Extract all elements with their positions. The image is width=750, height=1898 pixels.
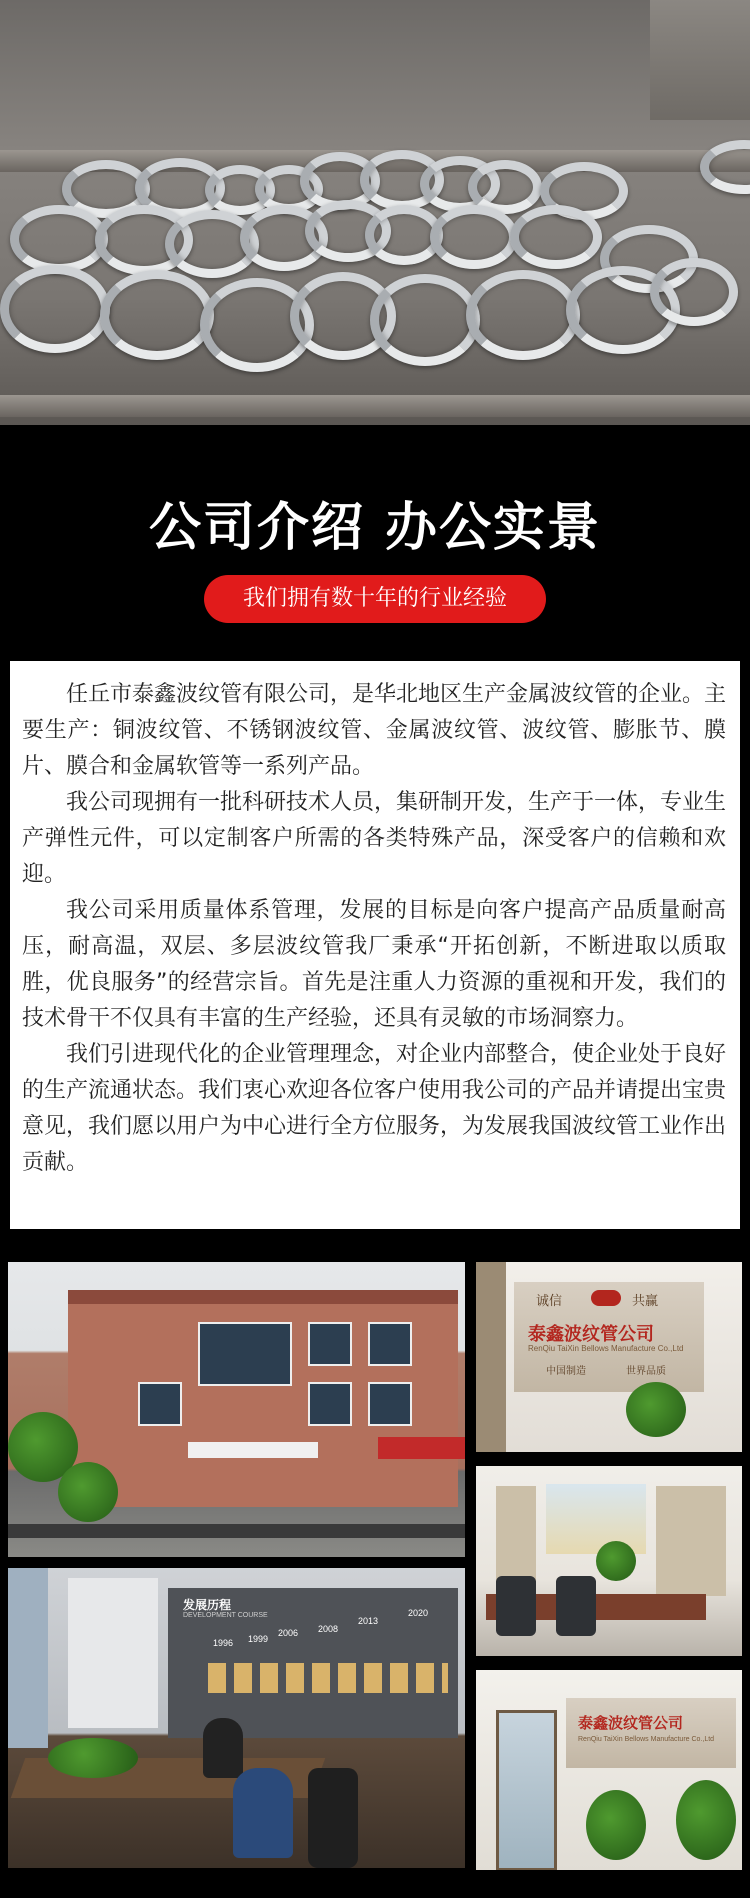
- lobby-company-name-en: RenQiu TaiXin Bellows Manufacture Co.,Ltd: [528, 1344, 684, 1353]
- intro-paragraph: 我公司现拥有一批科研技术人员，集研制开发，生产于一体，专业生产弹性元件，可以定制客户所需的各类特殊产品，深受客户的信赖和欢迎。: [22, 790, 727, 887]
- timeline-photos: [208, 1663, 448, 1693]
- bellows-ring: [370, 274, 480, 366]
- company-intro-panel: [10, 661, 740, 1229]
- tagline-left: 中国制造: [546, 1366, 586, 1377]
- table-plant: [48, 1738, 138, 1778]
- person: [233, 1768, 293, 1858]
- timeline-year: 2020: [408, 1608, 429, 1618]
- building-window: [308, 1322, 352, 1366]
- building-window: [198, 1322, 292, 1386]
- timeline-title: 发展历程: [183, 1598, 232, 1612]
- potted-plant: [676, 1780, 736, 1860]
- building-window: [308, 1382, 352, 1426]
- timeline-subtitle: DEVELOPMENT COURSE: [183, 1612, 268, 1619]
- office-chair: [556, 1576, 596, 1636]
- slogan-right: 共赢: [632, 1294, 659, 1309]
- lobby-logo-wall-photo: [476, 1262, 742, 1452]
- building-window: [368, 1322, 412, 1366]
- bellows-ring: [0, 265, 110, 353]
- bellows-ring: [10, 205, 108, 273]
- window: [8, 1568, 48, 1748]
- intro-paragraph: 我公司采用质量体系管理，发展的目标是向客户提高产品质量耐高压，耐高温，双层、多层波纹管我厂秉承“开拓创新，不断进取以质取胜，优良服务”的经营宗旨。首先是注重人力资源的重视和开发，我们的技术骨干不仅具有丰富的生产经验，还具有灵敏的市场洞察力。: [22, 898, 726, 1031]
- bellows-ring: [430, 205, 518, 269]
- bellows-ring: [466, 270, 580, 360]
- glass-door: [496, 1710, 557, 1870]
- shelf-edge: [0, 395, 750, 417]
- bellows-ring: [650, 258, 738, 326]
- bellows-ring: [510, 205, 602, 269]
- building-roof: [68, 1290, 458, 1304]
- timeline-year: 2006: [278, 1628, 299, 1638]
- wood-door: [476, 1262, 506, 1452]
- timeline-year: 1999: [248, 1634, 269, 1644]
- experience-badge: 我们拥有数十年的行业经验: [204, 575, 546, 623]
- reception-photo: [476, 1670, 742, 1870]
- office-chair: [308, 1768, 358, 1868]
- building-window: [138, 1382, 182, 1426]
- lobby-company-name: 泰鑫波纹管公司: [528, 1324, 654, 1345]
- wall-painting: [546, 1484, 646, 1554]
- timeline-year: 1996: [213, 1638, 234, 1648]
- office-chair: [496, 1576, 536, 1636]
- product-photo-bellows-rings: [0, 0, 750, 425]
- reception-company-name-en: RenQiu TaiXin Bellows Manufacture Co.,Ltd: [578, 1736, 715, 1743]
- wall-display: [68, 1578, 158, 1728]
- person: [203, 1718, 243, 1778]
- reception-logo-wall: [566, 1698, 736, 1768]
- slogan-left: 诚信: [536, 1294, 563, 1309]
- potted-plant: [586, 1790, 646, 1860]
- balcony-railing: [188, 1442, 318, 1458]
- tree: [58, 1462, 118, 1522]
- office-photo: [476, 1466, 742, 1656]
- company-logo-icon: [591, 1290, 621, 1306]
- tagline-right: 世界品质: [626, 1366, 666, 1377]
- potted-plant: [596, 1541, 636, 1581]
- meeting-room-photo: [8, 1568, 465, 1868]
- fence: [8, 1524, 465, 1538]
- bellows-ring: [100, 270, 214, 360]
- intro-paragraph: 任丘市泰鑫波纹管有限公司，是华北地区生产金属波纹管的企业。主要生产：铜波纹管、不锈钢波纹管、金属波纹管、波纹管、膨胀节、膜片、膜合和金属软管等一系列产品。: [22, 682, 727, 779]
- intro-paragraph: 我们引进现代化的企业管理理念，对企业内部整合，使企业处于良好的生产流通状态。我们衷心欢迎各位客户使用我公司的产品并请提出宝贵意见，我们愿以用户为中心进行全方位服务，为发展我国波纹管工业作出贡献。: [22, 1042, 727, 1175]
- timeline-year: 2008: [318, 1624, 339, 1634]
- red-canopy: [378, 1437, 465, 1459]
- section-title: 公司介绍 办公实景: [148, 498, 602, 558]
- potted-plant: [626, 1382, 686, 1437]
- tool-object: [650, 0, 750, 120]
- bellows-ring: [700, 140, 750, 194]
- factory-building-photo: [8, 1262, 465, 1557]
- timeline-year: 2013: [358, 1616, 379, 1626]
- building-window: [368, 1382, 412, 1426]
- bookshelf: [656, 1486, 726, 1596]
- reception-company-name: 泰鑫波纹管公司: [578, 1714, 684, 1732]
